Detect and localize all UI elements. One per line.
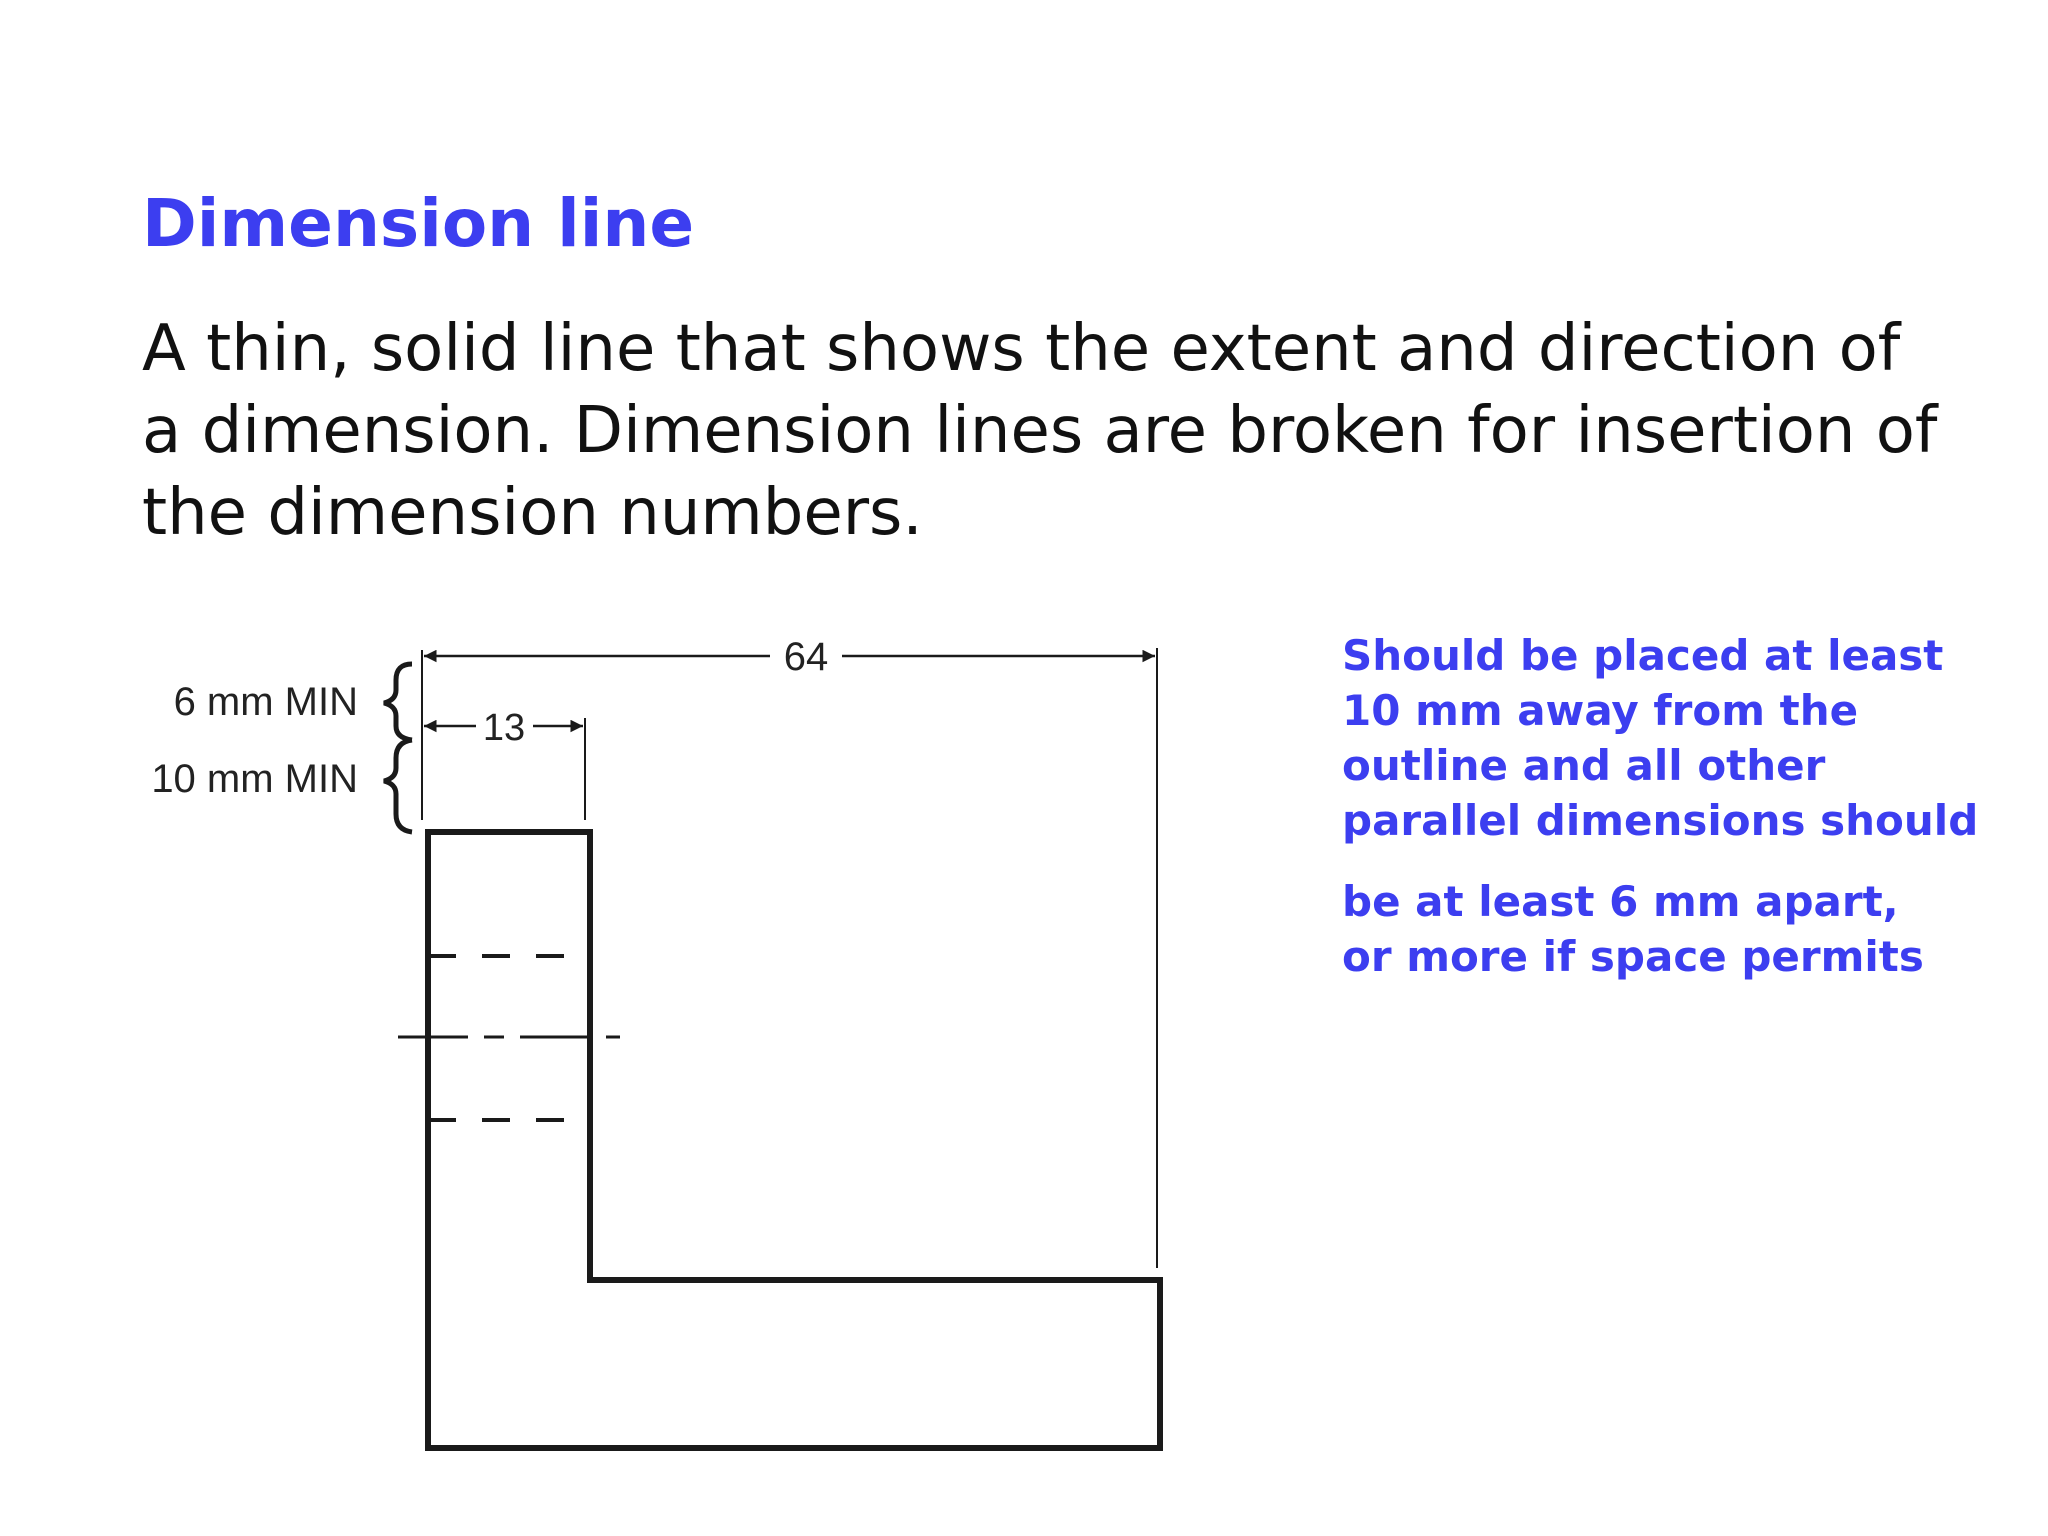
brace-10mm xyxy=(384,740,412,832)
definition-line-2: a dimension. Dimension lines are broken for insertion of xyxy=(142,394,1938,468)
note-line-6: or more if space permits xyxy=(1342,932,1924,981)
label-6mm-min: 6 mm MIN xyxy=(173,680,358,724)
note-line-1: Should be placed at least xyxy=(1342,631,1944,680)
dimension-value-13: 13 xyxy=(482,707,526,749)
note-line-5: be at least 6 mm apart, xyxy=(1342,877,1899,926)
definition-line-3: the dimension numbers. xyxy=(142,476,923,550)
note-line-2: 10 mm away from the xyxy=(1342,686,1859,735)
label-10mm-min: 10 mm MIN xyxy=(151,757,358,801)
brace-6mm xyxy=(384,664,412,740)
note-line-3: outline and all other xyxy=(1342,741,1826,790)
part-outline xyxy=(428,832,1160,1448)
slide-title: Dimension line xyxy=(142,185,695,262)
note-line-4: parallel dimensions should xyxy=(1342,796,1979,845)
dimension-value-64: 64 xyxy=(783,635,829,679)
definition-line-1: A thin, solid line that shows the extent and direction of xyxy=(142,312,1901,386)
